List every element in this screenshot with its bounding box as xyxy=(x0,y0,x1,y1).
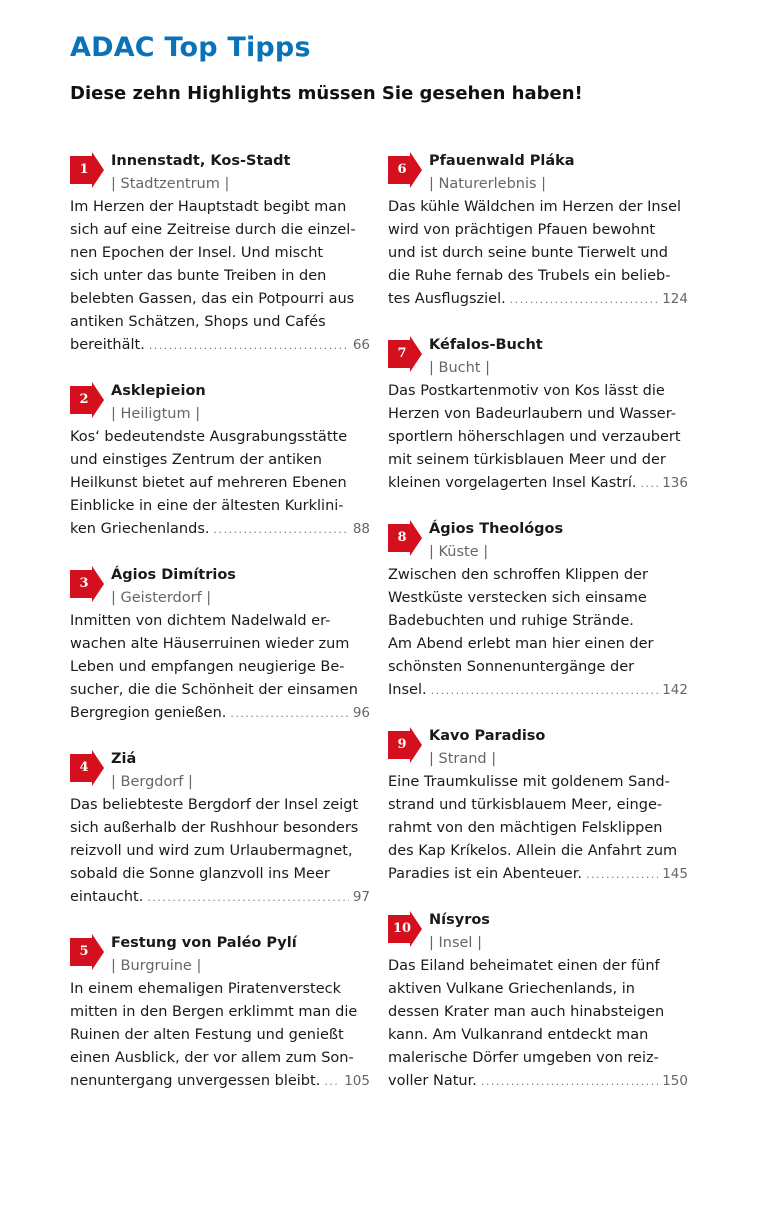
tip-description xyxy=(388,771,688,886)
description-line: sportlern höherschlagen und verzaubert xyxy=(388,429,681,445)
description-line: Das Postkartenmotiv von Kos lässt die xyxy=(388,383,665,399)
description-line: Am Abend erlebt man hier einen der xyxy=(388,636,654,652)
tip-number: 3 xyxy=(79,576,89,591)
description-line: und einstiges Zentrum der antiken xyxy=(70,452,322,468)
description-line: bereithält. xyxy=(70,337,145,353)
tip-number: 10 xyxy=(392,921,412,936)
description-line: tes Ausflugsziel. xyxy=(388,291,506,307)
description-line: Inmitten von dichtem Nadelwald er- xyxy=(70,613,331,629)
dot-leader xyxy=(481,1070,658,1093)
page-reference[interactable]: 136 xyxy=(662,475,688,491)
dot-leader xyxy=(324,1070,340,1093)
dot-leader xyxy=(510,288,659,311)
description-line: belebten Gassen, das ein Potpourri aus xyxy=(70,291,355,307)
dot-leader xyxy=(230,702,348,725)
description-last-line xyxy=(388,472,688,495)
page-reference[interactable]: 150 xyxy=(662,1073,688,1089)
description-last-line xyxy=(70,886,370,909)
tip-heading xyxy=(388,334,688,380)
tip-name: Pfauenwald Pláka xyxy=(429,153,575,169)
tip-number-badge xyxy=(388,520,422,556)
description-line: Heilkunst bietet auf mehreren Ebenen xyxy=(70,475,347,491)
description-last-line xyxy=(70,334,370,357)
description-line: Das Eiland beheimatet einen der fünf xyxy=(388,958,660,974)
right-column xyxy=(388,150,688,1116)
tip-category: | Geisterdorf | xyxy=(111,590,212,606)
dot-leader xyxy=(214,518,349,541)
tip-item xyxy=(70,748,370,909)
tip-heading xyxy=(388,518,688,564)
tip-name: Ágios Dimítrios xyxy=(111,567,236,583)
description-line: reizvoll und wird zum Urlaubermagnet, xyxy=(70,843,353,859)
tip-item xyxy=(388,725,688,886)
page-reference[interactable]: 66 xyxy=(352,337,370,353)
description-last-line xyxy=(388,863,688,886)
tip-category: | Küste | xyxy=(429,544,489,560)
description-line: Bergregion genießen. xyxy=(70,705,227,721)
description-last-line xyxy=(388,1070,688,1093)
description-line: wachen alte Häuserruinen wieder zum xyxy=(70,636,350,652)
tip-number: 7 xyxy=(397,346,407,361)
tip-name: Ágios Theológos xyxy=(429,521,564,537)
description-line: sich außerhalb der Rushhour besonders xyxy=(70,820,359,836)
description-line: antiken Schätzen, Shops und Cafés xyxy=(70,314,326,330)
tip-name: Innenstadt, Kos-Stadt xyxy=(111,153,291,169)
tip-number-badge xyxy=(70,934,104,970)
tip-category: | Strand | xyxy=(429,751,497,767)
tip-number: 9 xyxy=(397,737,407,752)
tip-item xyxy=(70,932,370,1093)
description-line: und ist durch seine bunte Tierwelt und xyxy=(388,245,668,261)
tip-item xyxy=(388,334,688,495)
description-line: aktiven Vulkane Griechenlands, in xyxy=(388,981,635,997)
tip-item xyxy=(70,380,370,541)
tip-number-badge xyxy=(388,152,422,188)
tip-category: | Naturerlebnis | xyxy=(429,176,547,192)
page-subtitle: Diese zehn Highlights müssen Sie gesehen haben! xyxy=(70,83,583,104)
tip-heading xyxy=(388,725,688,771)
tip-category: | Bergdorf | xyxy=(111,774,193,790)
description-line: eintaucht. xyxy=(70,889,144,905)
description-line: sich auf eine Zeitreise durch die einzel- xyxy=(70,222,356,238)
description-line: schönsten Sonnenuntergänge der xyxy=(388,659,635,675)
page-reference[interactable]: 105 xyxy=(344,1073,370,1089)
tip-description xyxy=(70,794,370,909)
description-line: mitten in den Bergen erklimmt man die xyxy=(70,1004,358,1020)
description-line: malerische Dörfer umgeben von reiz- xyxy=(388,1050,659,1066)
tip-heading xyxy=(70,380,370,426)
description-line: Westküste verstecken sich einsame xyxy=(388,590,647,606)
tip-heading xyxy=(70,748,370,794)
description-line: Insel. xyxy=(388,682,427,698)
description-line: Kos‘ bedeutendste Ausgrabungsstätte xyxy=(70,429,348,445)
description-line: nen Epochen der Insel. Und mischt xyxy=(70,245,324,261)
tip-name: Kavo Paradiso xyxy=(429,728,546,744)
tip-item xyxy=(388,518,688,702)
description-line: dessen Krater man auch hinabsteigen xyxy=(388,1004,665,1020)
description-line: Ruinen der alten Festung und genießt xyxy=(70,1027,344,1043)
description-line: nenuntergang unvergessen bleibt. xyxy=(70,1073,321,1089)
tip-heading xyxy=(388,150,688,196)
page-reference[interactable]: 124 xyxy=(662,291,688,307)
tip-item xyxy=(388,909,688,1093)
description-last-line xyxy=(70,518,370,541)
description-line: kann. Am Vulkanrand entdeckt man xyxy=(388,1027,649,1043)
description-last-line xyxy=(70,702,370,725)
tip-heading xyxy=(70,564,370,610)
page-reference[interactable]: 97 xyxy=(352,889,370,905)
description-line: mit seinem türkisblauen Meer und der xyxy=(388,452,666,468)
description-line: rahmt von den mächtigen Felsklippen xyxy=(388,820,663,836)
tip-number: 6 xyxy=(397,162,407,177)
page-title: ADAC Top Tipps xyxy=(70,32,311,63)
description-line: des Kap Kríkelos. Allein die Anfahrt zum xyxy=(388,843,678,859)
tip-number-badge xyxy=(388,911,422,947)
tip-name: Kéfalos-Bucht xyxy=(429,337,543,353)
description-line: Das beliebteste Bergdorf der Insel zeigt xyxy=(70,797,359,813)
tip-description xyxy=(388,196,688,311)
dot-leader xyxy=(586,863,658,886)
page-reference[interactable]: 142 xyxy=(662,682,688,698)
description-line: strand und türkisblauem Meer, einge- xyxy=(388,797,663,813)
tip-category: | Stadtzentrum | xyxy=(111,176,230,192)
tip-number-badge xyxy=(388,727,422,763)
description-last-line xyxy=(388,288,688,311)
description-line: Eine Traumkulisse mit goldenem Sand- xyxy=(388,774,670,790)
description-line: Einblicke in eine der ältesten Kurklini- xyxy=(70,498,344,514)
description-line: sich unter das bunte Treiben in den xyxy=(70,268,327,284)
description-line: Im Herzen der Hauptstadt begibt man xyxy=(70,199,347,215)
tip-number: 8 xyxy=(397,530,407,545)
tip-name: Festung von Paléo Pylí xyxy=(111,935,297,951)
tip-number-badge xyxy=(70,382,104,418)
tip-name: Asklepieion xyxy=(111,383,206,399)
description-line: sucher, die die Schönheit der einsamen xyxy=(70,682,358,698)
tip-description xyxy=(70,610,370,725)
dot-leader xyxy=(149,334,349,357)
tip-category: | Burgruine | xyxy=(111,958,202,974)
description-line: sobald die Sonne glanzvoll ins Meer xyxy=(70,866,330,882)
dot-leader xyxy=(431,679,659,702)
tip-item xyxy=(388,150,688,311)
description-last-line xyxy=(388,679,688,702)
tip-description xyxy=(388,955,688,1093)
description-line: In einem ehemaligen Piratenversteck xyxy=(70,981,341,997)
description-line: Zwischen den schroffen Klippen der xyxy=(388,567,648,583)
tip-number-badge xyxy=(70,566,104,602)
tip-item xyxy=(70,150,370,357)
page-reference[interactable]: 145 xyxy=(662,866,688,882)
description-line: einen Ausblick, der vor allem zum Son- xyxy=(70,1050,354,1066)
description-line: voller Natur. xyxy=(388,1073,477,1089)
description-line: Badebuchten und ruhige Strände. xyxy=(388,613,634,629)
tip-number: 5 xyxy=(79,944,89,959)
tip-heading xyxy=(70,932,370,978)
tip-item xyxy=(70,564,370,725)
left-column xyxy=(70,150,370,1116)
page-reference[interactable]: 96 xyxy=(352,705,370,721)
description-last-line xyxy=(70,1070,370,1093)
tip-number: 4 xyxy=(79,760,89,775)
description-line: Das kühle Wäldchen im Herzen der Insel xyxy=(388,199,682,215)
tip-description xyxy=(388,564,688,702)
tip-number: 2 xyxy=(79,392,89,407)
tip-name: Ziá xyxy=(111,751,137,767)
description-line: Paradies ist ein Abenteuer. xyxy=(388,866,582,882)
tip-description xyxy=(70,196,370,357)
tip-number: 1 xyxy=(79,162,89,177)
tip-number-badge xyxy=(388,336,422,372)
description-line: ken Griechenlands. xyxy=(70,521,210,537)
tip-category: | Bucht | xyxy=(429,360,490,376)
tip-description xyxy=(388,380,688,495)
description-line: wird von prächtigen Pfauen bewohnt xyxy=(388,222,656,238)
description-line: Leben und empfangen neugierige Be- xyxy=(70,659,345,675)
tip-number-badge xyxy=(70,750,104,786)
tip-category: | Insel | xyxy=(429,935,482,951)
tip-heading xyxy=(388,909,688,955)
tip-category: | Heiligtum | xyxy=(111,406,201,422)
tip-name: Nísyros xyxy=(429,912,490,928)
description-line: Herzen von Badeurlaubern und Wasser- xyxy=(388,406,676,422)
dot-leader xyxy=(641,472,659,495)
description-line: die Ruhe fernab des Trubels ein belieb- xyxy=(388,268,671,284)
description-line: kleinen vorgelagerten Insel Kastrí. xyxy=(388,475,637,491)
tip-number-badge xyxy=(70,152,104,188)
dot-leader xyxy=(147,886,348,909)
page-reference[interactable]: 88 xyxy=(352,521,370,537)
tip-description xyxy=(70,426,370,541)
tip-description xyxy=(70,978,370,1093)
tip-heading xyxy=(70,150,370,196)
